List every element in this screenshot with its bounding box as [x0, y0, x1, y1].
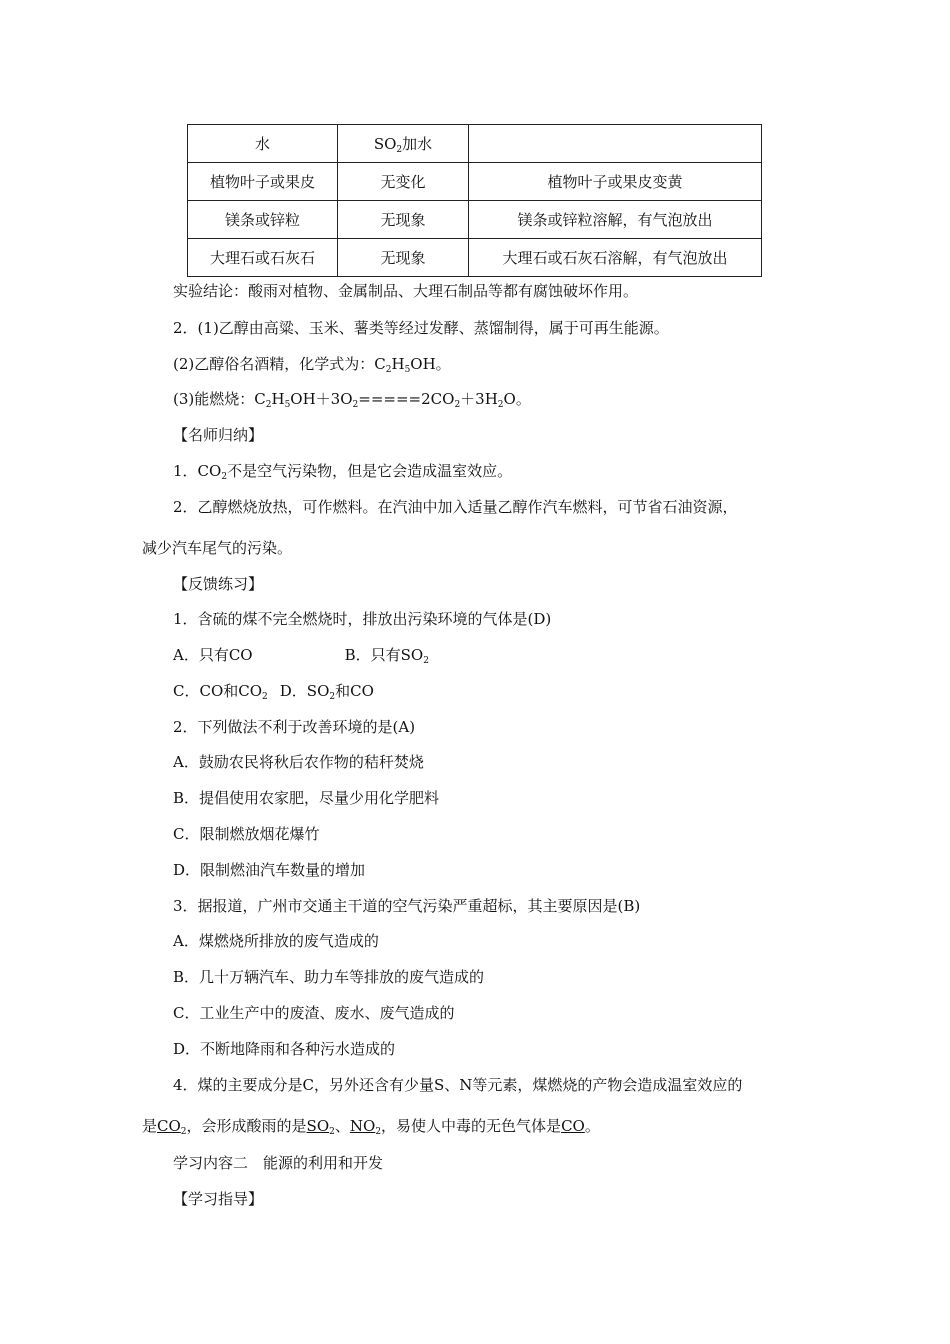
experiment-conclusion: 实验结论：酸雨对植物、金属制品、大理石制品等都有腐蚀破坏作用。: [173, 282, 639, 300]
answer-option: C．工业生产中的废渣、废水、废气造成的: [173, 1004, 455, 1022]
chemical-equation: (3)能燃烧：$C_2H_5OH+3O_2=====2CO_2+3H_2O$。: [173, 390, 531, 410]
question: 4．煤的主要成分是C，另外还含有少量S、N等元素，煤燃烧的产物会造成温室效应的: [173, 1076, 743, 1094]
table-cell: 大理石或石灰石: [188, 239, 338, 277]
answer-option: A．煤燃烧所排放的废气造成的: [173, 932, 379, 950]
question: 2．下列做法不利于改善环境的是(A): [173, 718, 416, 736]
answer-option: D．限制燃油汽车数量的增加: [173, 861, 366, 879]
table-cell: 镁条或锌粒: [188, 201, 338, 239]
table-cell: 植物叶子或果皮变黄: [469, 163, 762, 201]
answer-option: C．限制燃放烟花爆竹: [173, 825, 320, 843]
fill-in-answer: $CO_2$: [157, 1117, 187, 1137]
table-cell: 大理石或石灰石溶解，有气泡放出: [469, 239, 762, 277]
section-heading: 【反馈练习】: [173, 575, 264, 593]
section-heading: 【学习指导】: [173, 1190, 264, 1208]
section-title: 学习内容二 能源的利用和开发: [173, 1154, 384, 1172]
fill-in-answer: $NO_2$: [349, 1117, 382, 1137]
fill-in-answer: CO: [561, 1117, 585, 1135]
answer-option: B．提倡使用农家肥，尽量少用化学肥料: [173, 789, 440, 807]
paragraph: 2．(1)乙醇由高粱、玉米、薯类等经过发酵、蒸馏制得，属于可再生能源。: [173, 319, 669, 337]
answer-option: B．几十万辆汽车、助力车等排放的废气造成的: [173, 968, 485, 986]
table-row: [188, 163, 762, 201]
question: 1．含硫的煤不完全燃烧时，排放出污染环境的气体是(D): [173, 610, 552, 628]
answer-option: D．不断地降雨和各种污水造成的: [173, 1040, 396, 1058]
table-cell: 植物叶子或果皮: [188, 163, 338, 201]
table-cell: 无现象: [338, 201, 469, 239]
answer-options: A．只有CO B．只有$SO_2$: [173, 646, 429, 666]
fill-in-answer: $SO_2$: [306, 1117, 335, 1137]
table-cell: [469, 125, 762, 163]
paragraph: (2)乙醇俗名酒精，化学式为：$C_2H_5OH$。: [173, 355, 451, 375]
table-cell: 镁条或锌粒溶解，有气泡放出: [469, 201, 762, 239]
table-cell: 无现象: [338, 239, 469, 277]
paragraph: 2．乙醇燃烧放热，可作燃料。在汽油中加入适量乙醇作汽车燃料，可节省石油资源，: [173, 498, 738, 516]
table-cell: 水: [188, 125, 338, 163]
answer-option: A．鼓励农民将秋后农作物的秸秆焚烧: [173, 753, 424, 771]
section-heading: 【名师归纳】: [173, 426, 264, 444]
paragraph-continuation: 减少汽车尾气的污染。: [142, 539, 293, 557]
table-cell: 无变化: [338, 163, 469, 201]
table-cell: $SO_2$加水: [338, 125, 469, 163]
experiment-table: [187, 124, 762, 277]
table-row: [188, 201, 762, 239]
table-row: [188, 125, 762, 163]
question: 3．据报道，广州市交通主干道的空气污染严重超标，其主要原因是(B): [173, 897, 641, 915]
question-continuation: 是$CO_2$，会形成酸雨的是$SO_2$、$NO_2$，易使人中毒的无色气体是CO。: [142, 1117, 600, 1137]
table-row: [188, 239, 762, 277]
paragraph: 1．$CO_2$不是空气污染物，但是它会造成温室效应。: [173, 462, 513, 482]
answer-options: C．CO和$CO_2$ D．$SO_2$和CO: [173, 682, 374, 702]
